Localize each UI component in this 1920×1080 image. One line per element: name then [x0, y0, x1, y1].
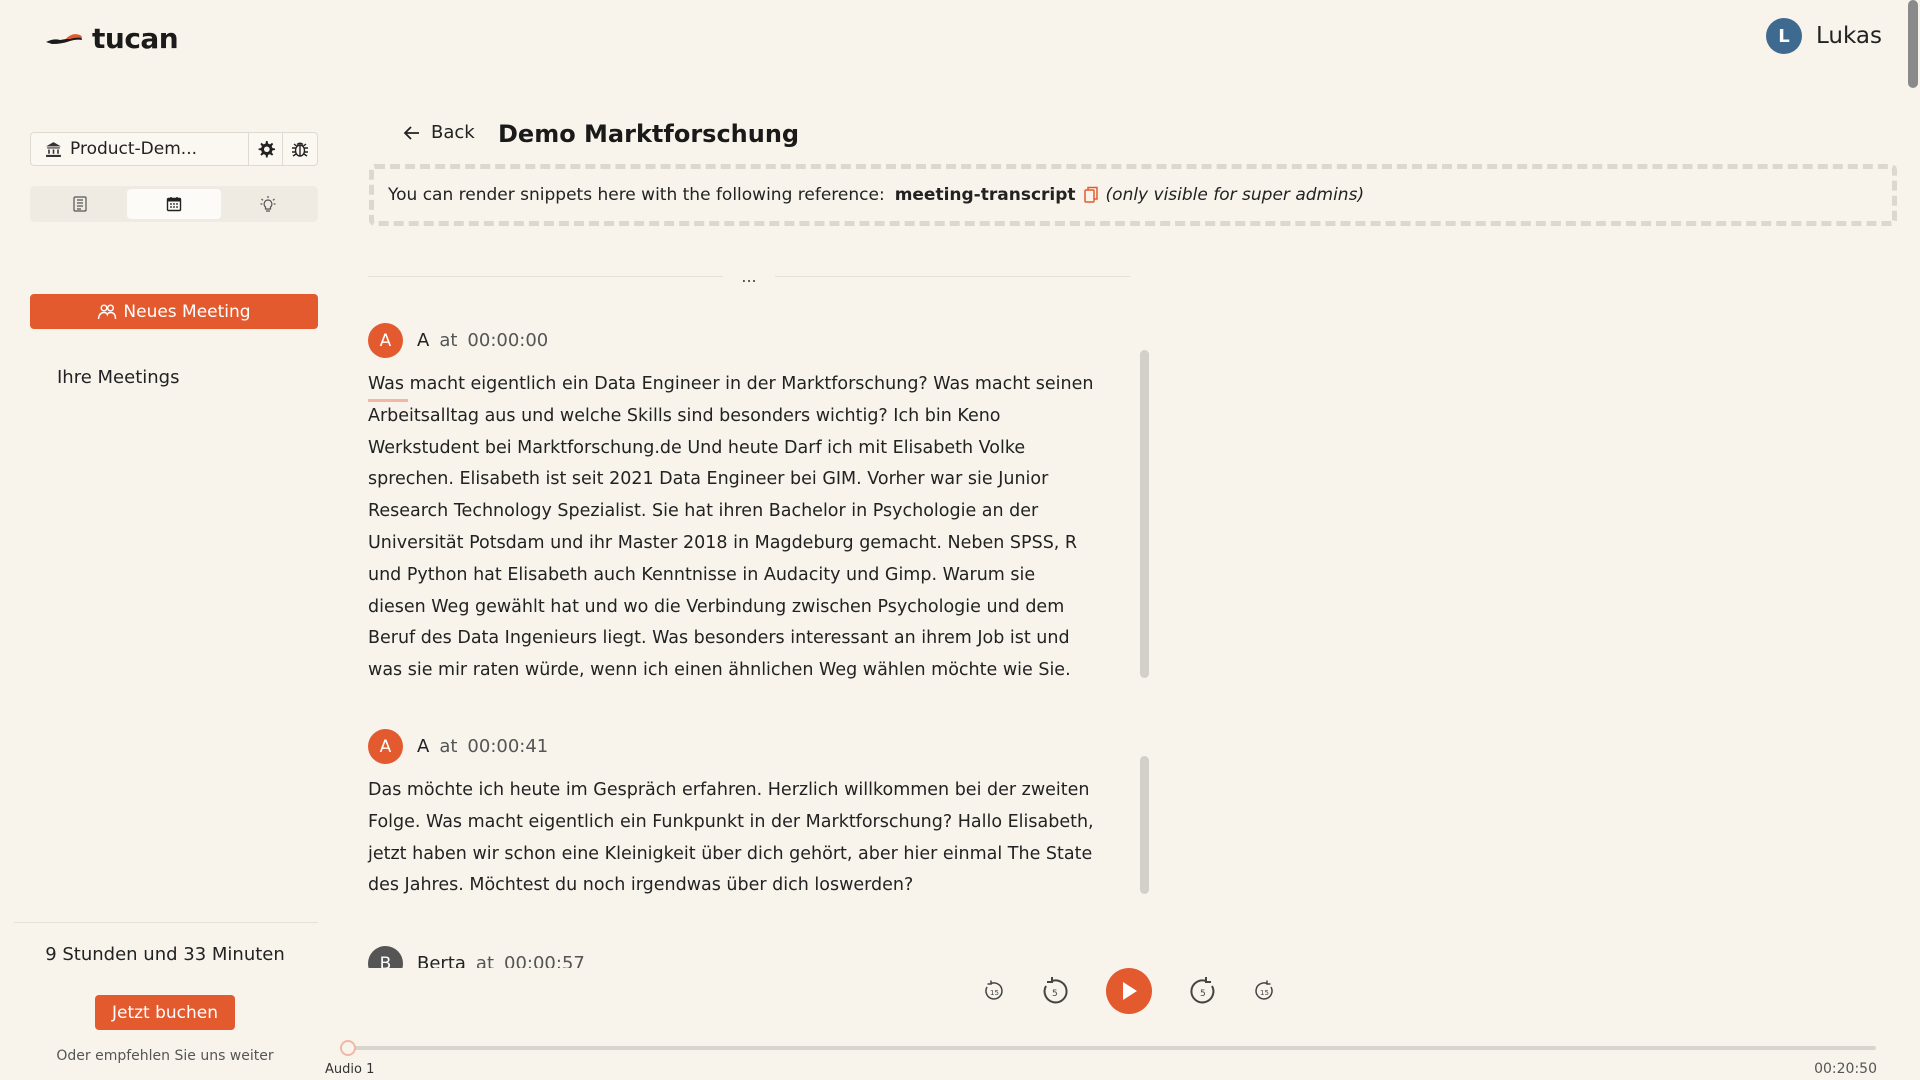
timestamp[interactable]: 00:00:41 [467, 736, 549, 757]
svg-text:5: 5 [1052, 989, 1058, 999]
forward-5-icon [1187, 975, 1219, 1007]
timestamp[interactable]: 00:00:00 [467, 330, 549, 351]
app-logo[interactable] [44, 20, 178, 56]
app-name: tucan [92, 21, 179, 55]
back-label: Back [431, 122, 475, 143]
utterance-text[interactable]: Das möchte ich heute im Gespräch erfahren. Herzlich willkommen bei der zweiten Folge. Was macht eigentlich ein Funkpunkt in der Marktforschung? Hallo Elisabeth, jetzt haben wir schon eine Kleinigkeit über dich gehört, aber hier einmal The State des Jahres. Möchtest du noch irgendwas über dich loswerden? [368, 780, 1094, 896]
speaker-avatar[interactable]: A [368, 323, 403, 358]
utterance-scrollbar[interactable] [1140, 350, 1149, 678]
at-label: at [475, 953, 495, 968]
utterance-header [368, 729, 548, 764]
remaining-time: 9 Stunden und 33 Minuten [45, 944, 285, 965]
timestamp[interactable]: 00:00:57 [504, 953, 585, 968]
utterance-scrollbar[interactable] [1140, 756, 1149, 894]
ellipsis: ... [741, 266, 757, 286]
copy-icon[interactable] [1084, 186, 1098, 204]
tab-insights[interactable] [221, 189, 315, 219]
calendar-icon [165, 195, 183, 213]
snippet-note: (only visible for super admins) [1105, 185, 1365, 205]
back-button[interactable] [403, 122, 475, 143]
tab-documents[interactable] [33, 189, 127, 219]
play-button[interactable] [1106, 968, 1152, 1014]
tab-meetings[interactable] [127, 189, 221, 219]
lightbulb-icon [259, 195, 277, 213]
page-scrollbar[interactable] [1908, 0, 1918, 88]
player-controls [980, 968, 1278, 1014]
at-label: at [439, 736, 458, 757]
speaker-name[interactable]: Berta [417, 953, 466, 968]
separator-line [775, 276, 1130, 277]
settings-button[interactable] [249, 133, 283, 165]
rewind-15-icon [982, 979, 1006, 1003]
svg-text:15: 15 [990, 989, 999, 997]
forward-5-button[interactable] [1180, 975, 1226, 1007]
page-title: Demo Marktforschung [498, 120, 800, 148]
active-word-marker [368, 399, 408, 402]
recommend-link[interactable]: Oder empfehlen Sie uns weiter [56, 1048, 274, 1064]
svg-text:15: 15 [1260, 989, 1269, 997]
gear-icon [256, 139, 276, 159]
separator-line [368, 276, 723, 277]
audio-track-label: Audio 1 [325, 1062, 375, 1077]
snippet-reference: meeting-transcript [894, 185, 1076, 205]
avatar: L [1766, 18, 1802, 54]
forward-15-button[interactable] [1250, 979, 1278, 1003]
user-name: Lukas [1816, 23, 1882, 49]
audio-duration: 00:20:50 [1814, 1061, 1877, 1077]
speaker-name[interactable]: A [417, 736, 430, 757]
load-more-separator[interactable] [368, 266, 1130, 286]
forward-15-icon [1252, 979, 1276, 1003]
play-icon [1120, 981, 1138, 1001]
workspace-bar [30, 132, 318, 166]
workspace-name: Product-Dem... [70, 139, 198, 159]
bank-icon [45, 141, 62, 158]
book-now-button[interactable]: Jetzt buchen [95, 995, 235, 1030]
speaker-avatar[interactable]: A [368, 729, 403, 764]
at-label: at [439, 330, 458, 351]
sidebar-divider [14, 922, 318, 923]
rewind-5-button[interactable] [1032, 975, 1078, 1007]
new-meeting-button[interactable] [30, 294, 318, 329]
bug-icon [290, 139, 310, 159]
audio-progress-track[interactable] [344, 1046, 1876, 1050]
arrow-left-icon [403, 125, 421, 141]
people-icon [97, 304, 117, 320]
rewind-5-icon [1039, 975, 1071, 1007]
utterance-header [368, 323, 548, 358]
utterance-clip [368, 940, 1128, 968]
utterance-text[interactable]: Was macht eigentlich ein Data Engineer in der Marktforschung? Was macht seinen Arbeitsalltag aus und welche Skills sind besonders wichtig? Ich bin Keno Werkstudent bei Marktforschung.de Und heute Darf ich mit Elisabeth Volke sprechen. Elisabeth ist seit 2021 Data Engineer bei GIM. Vorher war sie Junior Research Technology Spezialist. Sie hat ihren Bachelor in Psychologie an der Universität Potsdam und ihr Master 2018 in Magdeburg gemacht. Neben SPSS, R und Python hat Elisabeth auch Kenntnisse in Audacity und Gimp. Warum sie diesen Weg gewählt hat und wo die Verbindung zwischen Psychologie und dem Beruf des Data Ingenieurs liegt. Was besonders interessant an ihrem Job ist und was sie mir raten würde, wenn ich einen ähnlichen Weg wählen möchte wie Sie. [368, 374, 1094, 681]
utterance-header [368, 946, 585, 968]
snippet-text: You can render snippets here with the following reference: [388, 185, 885, 205]
workspace-select[interactable] [31, 133, 249, 165]
view-tabs [30, 186, 318, 222]
user-menu[interactable] [1766, 18, 1882, 54]
debug-button[interactable] [283, 133, 317, 165]
your-meetings-link[interactable]: Ihre Meetings [57, 367, 180, 388]
document-icon [71, 195, 89, 213]
rewind-15-button[interactable] [980, 979, 1008, 1003]
svg-text:5: 5 [1200, 989, 1206, 999]
audio-progress-handle[interactable] [340, 1040, 356, 1056]
new-meeting-label: Neues Meeting [123, 301, 251, 322]
speaker-avatar[interactable]: B [368, 946, 403, 968]
toucan-icon [44, 28, 84, 48]
speaker-name[interactable]: A [417, 330, 430, 351]
snippet-reference-box [369, 164, 1897, 226]
